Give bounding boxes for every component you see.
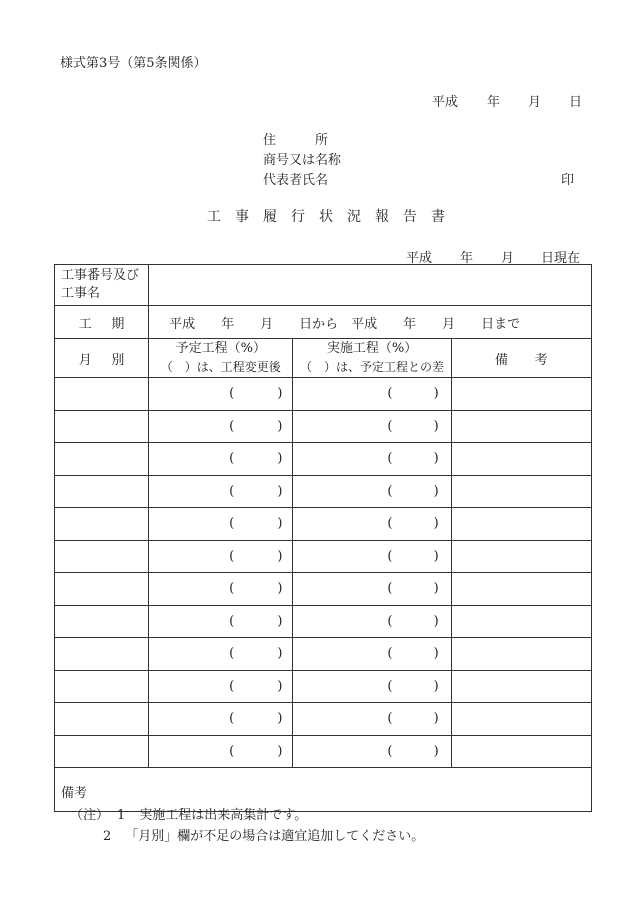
planned-header-cell <box>149 339 293 378</box>
project-label-line2: 工事名 <box>61 286 101 301</box>
remarks-label: 備考 <box>61 786 88 801</box>
planned-cell[interactable] <box>149 703 293 736</box>
form-number: 様式第3号（第5条関係） <box>60 56 207 71</box>
actual-cell[interactable] <box>293 703 451 736</box>
date-year: 年 <box>487 95 501 110</box>
asof-month: 月 <box>501 251 515 266</box>
remarks-value-cell[interactable] <box>451 638 591 671</box>
paren-open: ( <box>387 711 393 727</box>
paren-close: ) <box>433 386 439 402</box>
remarks-value-cell[interactable] <box>451 508 591 541</box>
project-label-cell <box>55 265 149 306</box>
paren-close: ) <box>433 483 439 499</box>
month-header-b: 別 <box>111 352 125 368</box>
remarks-value-cell[interactable] <box>451 410 591 443</box>
month-header-cell <box>55 339 149 378</box>
progress-report-table <box>54 264 592 812</box>
month-cell[interactable] <box>55 605 149 638</box>
paren-open: ( <box>387 483 393 499</box>
paren-close: ) <box>433 678 439 694</box>
note-2-num: 2 <box>103 829 112 844</box>
period-label-a: 工 <box>78 316 92 332</box>
paren-close: ) <box>433 711 439 727</box>
paren-close: ) <box>277 678 283 694</box>
planned-cell[interactable] <box>149 443 293 476</box>
paren-close: ) <box>277 451 283 467</box>
planned-cell[interactable] <box>149 573 293 606</box>
paren-open: ( <box>387 678 393 694</box>
paren-close: ) <box>433 743 439 759</box>
period-value-cell[interactable] <box>149 306 592 339</box>
month-row <box>55 638 592 671</box>
seal-mark: 印 <box>561 173 575 188</box>
date-month: 月 <box>528 95 542 110</box>
remarks-value-cell[interactable] <box>451 605 591 638</box>
remarks-header-cell <box>451 339 591 378</box>
remarks-value-cell[interactable] <box>451 443 591 476</box>
date-era: 平成 <box>432 95 459 110</box>
month-row <box>55 443 592 476</box>
month-cell[interactable] <box>55 378 149 411</box>
paren-close: ) <box>277 743 283 759</box>
paren-open: ( <box>229 678 235 694</box>
month-row <box>55 735 592 768</box>
month-row <box>55 540 592 573</box>
document-title: 工 事 履 行 状 況 報 告 書 <box>207 209 445 225</box>
remarks-value-cell[interactable] <box>451 703 591 736</box>
paren-open: ( <box>229 743 235 759</box>
paren-open: ( <box>229 516 235 532</box>
paren-open: ( <box>229 483 235 499</box>
period-row <box>55 306 592 339</box>
month-cell[interactable] <box>55 540 149 573</box>
month-row <box>55 605 592 638</box>
actual-cell[interactable] <box>293 378 451 411</box>
month-row <box>55 410 592 443</box>
header-row <box>55 339 592 378</box>
paren-open: ( <box>229 548 235 564</box>
month-row <box>55 670 592 703</box>
project-label-line1: 工事番号及び <box>61 268 140 283</box>
remarks-value-cell[interactable] <box>451 378 591 411</box>
remarks-value-cell[interactable] <box>451 735 591 768</box>
month-row <box>55 703 592 736</box>
asof-day: 日現在 <box>541 251 581 266</box>
month-cell[interactable] <box>55 638 149 671</box>
note-1-num: 1 <box>117 808 126 823</box>
project-value-cell[interactable] <box>149 265 592 306</box>
paren-open: ( <box>229 581 235 597</box>
planned-subheader: （ ）は、工程変更後 <box>160 360 281 374</box>
paren-open: ( <box>387 451 393 467</box>
address-label: 住 所 <box>263 133 329 148</box>
actual-cell[interactable] <box>293 410 451 443</box>
paren-close: ) <box>433 646 439 662</box>
note-2 <box>103 825 424 844</box>
asof-year: 年 <box>460 251 474 266</box>
month-cell[interactable] <box>55 475 149 508</box>
paren-close: ) <box>277 646 283 662</box>
paren-close: ) <box>277 516 283 532</box>
date-day: 日 <box>569 95 583 110</box>
paren-open: ( <box>229 418 235 434</box>
paren-open: ( <box>387 516 393 532</box>
planned-cell[interactable] <box>149 735 293 768</box>
month-row <box>55 378 592 411</box>
month-cell[interactable] <box>55 443 149 476</box>
paren-close: ) <box>433 451 439 467</box>
month-cell[interactable] <box>55 703 149 736</box>
actual-cell[interactable] <box>293 443 451 476</box>
note-1-text: 実施工程は出来高集計です。 <box>139 808 308 823</box>
remarks-value-cell[interactable] <box>451 475 591 508</box>
paren-open: ( <box>387 646 393 662</box>
paren-open: ( <box>229 646 235 662</box>
month-cell[interactable] <box>55 735 149 768</box>
month-cell[interactable] <box>55 670 149 703</box>
note-1 <box>70 804 307 823</box>
actual-cell[interactable] <box>293 475 451 508</box>
company-label: 商号又は名称 <box>263 153 342 168</box>
paren-close: ) <box>277 483 283 499</box>
paren-open: ( <box>229 711 235 727</box>
paren-close: ) <box>433 613 439 629</box>
actual-cell[interactable] <box>293 508 451 541</box>
period-label-cell <box>55 306 149 339</box>
paren-close: ) <box>277 581 283 597</box>
paren-close: ) <box>433 548 439 564</box>
actual-header: 実施工程（%） <box>326 341 418 356</box>
paren-close: ) <box>433 581 439 597</box>
asof-era: 平成 <box>406 251 433 266</box>
planned-header: 予定工程（%） <box>175 341 266 356</box>
planned-cell[interactable] <box>149 508 293 541</box>
paren-close: ) <box>277 418 283 434</box>
actual-cell[interactable] <box>293 670 451 703</box>
paren-open: ( <box>229 613 235 629</box>
paren-open: ( <box>229 451 235 467</box>
remarks-header-a: 備 <box>495 352 509 368</box>
planned-cell[interactable] <box>149 670 293 703</box>
remarks-value-cell[interactable] <box>451 670 591 703</box>
month-cell[interactable] <box>55 573 149 606</box>
planned-cell[interactable] <box>149 638 293 671</box>
paren-close: ) <box>277 548 283 564</box>
paren-open: ( <box>387 386 393 402</box>
month-cell[interactable] <box>55 508 149 541</box>
month-cell[interactable] <box>55 410 149 443</box>
paren-close: ) <box>277 386 283 402</box>
period-text: 平成 年 月 日から 平成 年 月 日まで <box>169 316 521 332</box>
paren-close: ) <box>433 516 439 532</box>
paren-open: ( <box>387 613 393 629</box>
paren-close: ) <box>277 613 283 629</box>
remarks-header-b: 考 <box>534 352 548 368</box>
planned-cell[interactable] <box>149 605 293 638</box>
planned-cell[interactable] <box>149 540 293 573</box>
month-row <box>55 475 592 508</box>
actual-cell[interactable] <box>293 605 451 638</box>
paren-open: ( <box>387 743 393 759</box>
paren-open: ( <box>387 548 393 564</box>
representative-label: 代表者氏名 <box>263 173 329 188</box>
planned-cell[interactable] <box>149 378 293 411</box>
note-2-text: 「月別」欄が不足の場合は適宜追加してください。 <box>125 829 425 844</box>
planned-cell[interactable] <box>149 410 293 443</box>
actual-header-cell <box>293 339 451 378</box>
paren-close: ) <box>433 418 439 434</box>
actual-cell[interactable] <box>293 573 451 606</box>
month-header-a: 月 <box>78 352 92 368</box>
actual-cell[interactable] <box>293 735 451 768</box>
paren-open: ( <box>387 418 393 434</box>
planned-cell[interactable] <box>149 475 293 508</box>
paren-open: ( <box>229 386 235 402</box>
paren-close: ) <box>277 711 283 727</box>
period-label-b: 期 <box>111 316 125 332</box>
paren-open: ( <box>387 581 393 597</box>
actual-cell[interactable] <box>293 638 451 671</box>
actual-cell[interactable] <box>293 540 451 573</box>
note-prefix: （注） <box>70 808 110 823</box>
remarks-value-cell[interactable] <box>451 540 591 573</box>
month-row <box>55 573 592 606</box>
actual-subheader: （ ）は、予定工程との差 <box>300 360 445 374</box>
project-row <box>55 265 592 306</box>
remarks-value-cell[interactable] <box>451 573 591 606</box>
month-row <box>55 508 592 541</box>
